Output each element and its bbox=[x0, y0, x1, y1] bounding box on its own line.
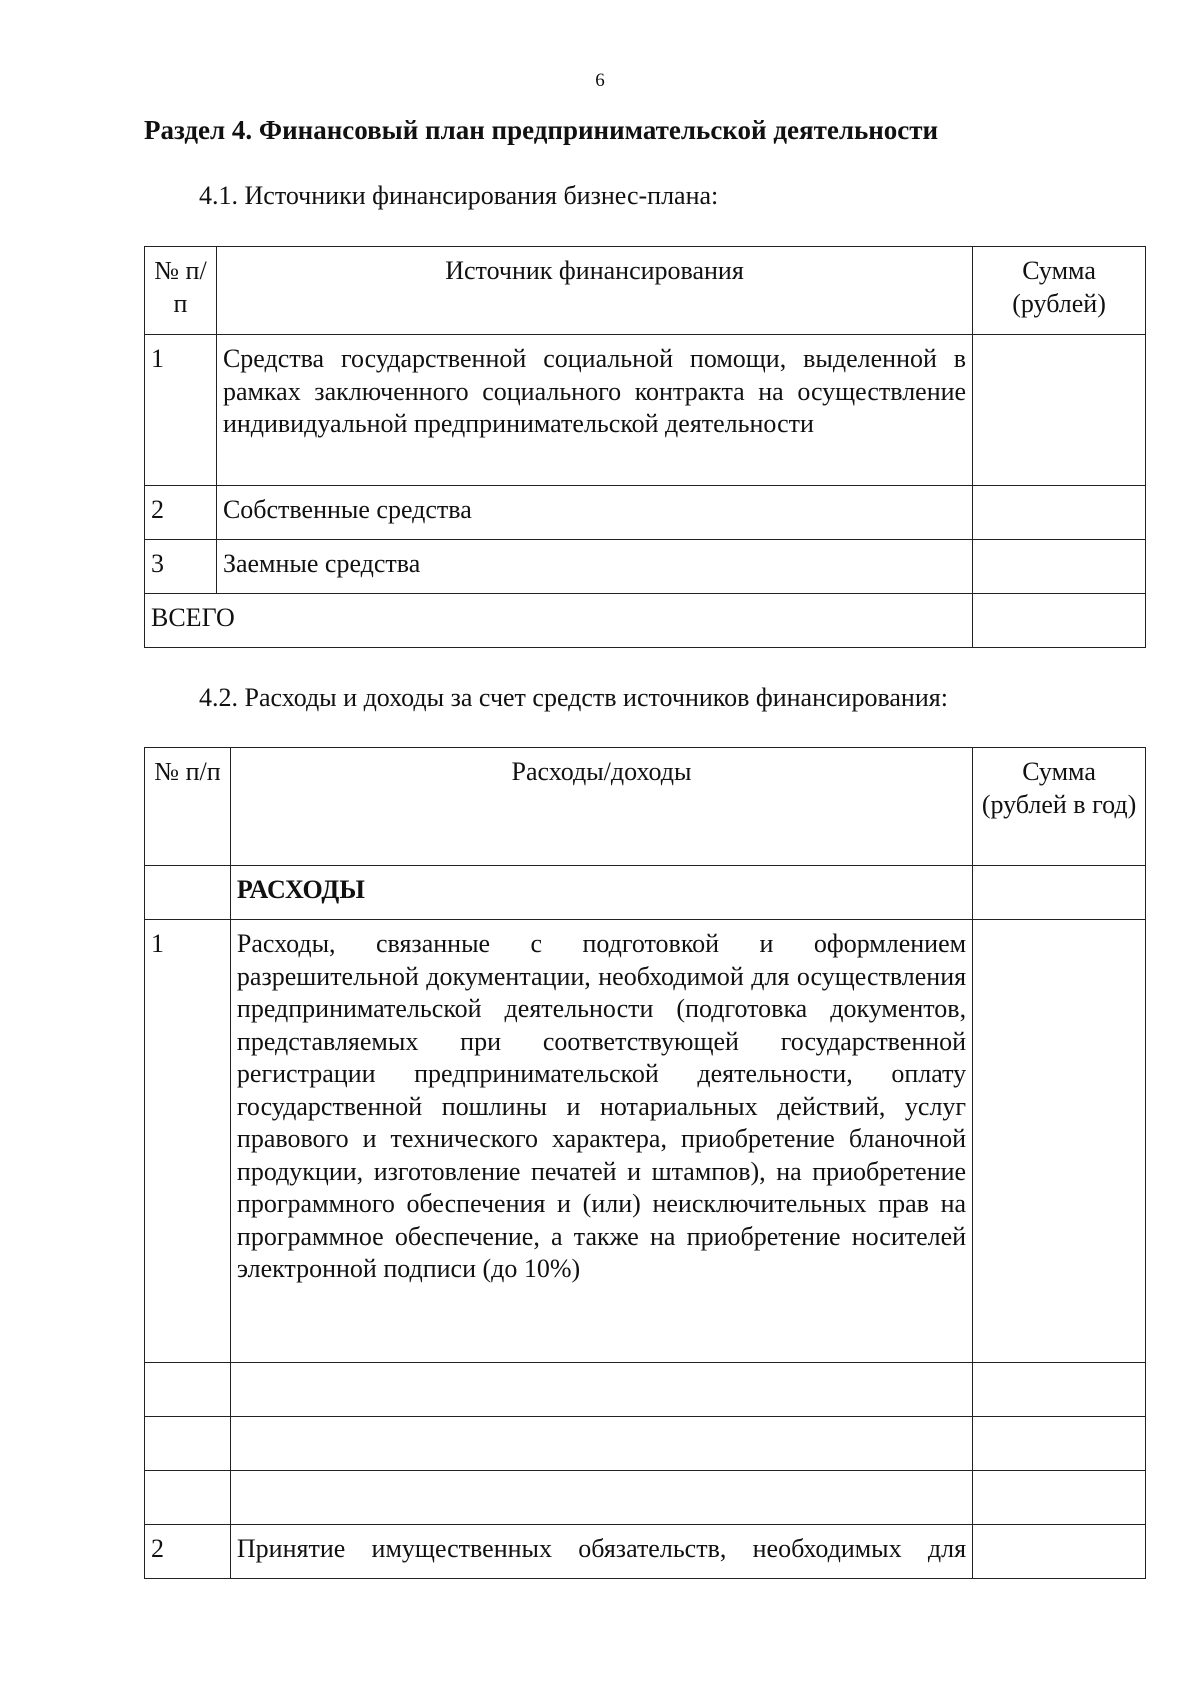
empty-row bbox=[145, 1471, 1146, 1525]
empty-row bbox=[145, 1417, 1146, 1471]
expenses-income-table bbox=[144, 747, 1146, 1579]
table-row bbox=[145, 486, 1146, 540]
empty-cell[interactable] bbox=[145, 1363, 231, 1417]
empty-cell[interactable] bbox=[973, 1417, 1146, 1471]
row-number bbox=[145, 866, 231, 920]
header-expenses-income: Расходы/доходы bbox=[230, 748, 972, 866]
empty-cell[interactable] bbox=[973, 1471, 1146, 1525]
financing-sources-table bbox=[144, 246, 1146, 648]
empty-cell[interactable] bbox=[145, 1417, 231, 1471]
table-header-row bbox=[145, 748, 1146, 866]
row-sum[interactable] bbox=[973, 1525, 1146, 1579]
row-text: Средства государственной социальной помощи, выделенной в рамках заключенного социального контракта на осуществление индивидуальной предпринимательской деятельности bbox=[216, 335, 972, 486]
header-sum: Сумма (рублей в год) bbox=[973, 748, 1146, 866]
row-number: 3 bbox=[145, 540, 217, 594]
header-sum: Сумма (рублей) bbox=[973, 247, 1146, 335]
table-row bbox=[145, 540, 1146, 594]
empty-row bbox=[145, 1363, 1146, 1417]
row-text: Заемные средства bbox=[216, 540, 972, 594]
total-sum[interactable] bbox=[973, 594, 1146, 648]
row-sum[interactable] bbox=[973, 866, 1146, 920]
section-title: Раздел 4. Финансовый план предпринимательской деятельности bbox=[144, 115, 939, 145]
empty-cell[interactable] bbox=[973, 1363, 1146, 1417]
empty-cell[interactable] bbox=[145, 1471, 231, 1525]
row-sum[interactable] bbox=[973, 486, 1146, 540]
table-row bbox=[145, 920, 1146, 1363]
row-text: Расходы, связанные с подготовкой и оформлением разрешительной документации, необходимой для осуществления предпринимательской деятельности (подготовка документов, представляемых при соответствующей государственной регистрации предпринимательской деятельности, оплату государственной пошлины и нотариальных действий, услуг правового и технического характера, приобретение бланочной продукции, изготовление печатей и штампов), на приобретение программного обеспечения и (или) неисключительных прав на программное обеспечение, а также на приобретение носителей электронной подписи (до 10%) bbox=[230, 920, 972, 1363]
table-row bbox=[145, 1525, 1146, 1579]
subsection-title-expenses: 4.2. Расходы и доходы за счет средств источников финансирования: bbox=[199, 683, 948, 712]
empty-cell[interactable] bbox=[230, 1417, 972, 1471]
page-number: 6 bbox=[595, 70, 605, 91]
row-text: Собственные средства bbox=[216, 486, 972, 540]
row-number: 1 bbox=[145, 920, 231, 1363]
empty-cell[interactable] bbox=[230, 1471, 972, 1525]
row-sum[interactable] bbox=[973, 920, 1146, 1363]
row-number: 1 bbox=[145, 335, 217, 486]
total-label: ВСЕГО bbox=[145, 594, 973, 648]
row-sum[interactable] bbox=[973, 540, 1146, 594]
expenses-label: РАСХОДЫ bbox=[230, 866, 972, 920]
header-number: № п/п bbox=[145, 247, 217, 335]
expenses-section-row bbox=[145, 866, 1146, 920]
table-header-row bbox=[145, 247, 1146, 335]
row-sum[interactable] bbox=[973, 335, 1146, 486]
subsection-title-sources: 4.1. Источники финансирования бизнес-плана: bbox=[199, 181, 719, 210]
total-row bbox=[145, 594, 1146, 648]
row-text: Принятие имущественных обязательств, необходимых для bbox=[230, 1525, 972, 1579]
header-source: Источник финансирования bbox=[216, 247, 972, 335]
table-row bbox=[145, 335, 1146, 486]
empty-cell[interactable] bbox=[230, 1363, 972, 1417]
row-number: 2 bbox=[145, 486, 217, 540]
row-number: 2 bbox=[145, 1525, 231, 1579]
header-number: № п/п bbox=[145, 748, 231, 866]
